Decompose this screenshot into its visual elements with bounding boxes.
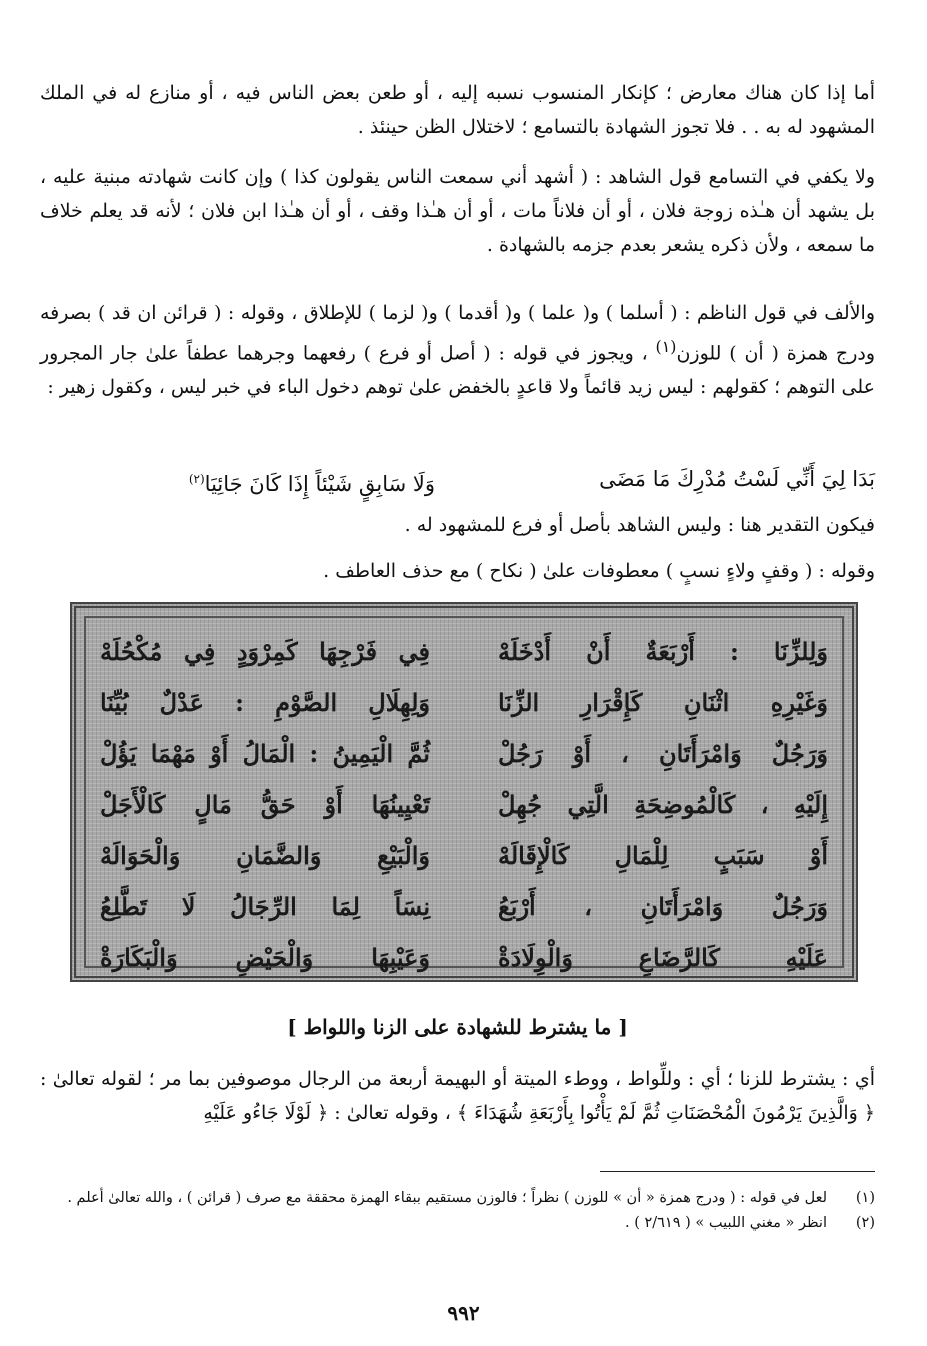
- poem-row: [100, 885, 828, 929]
- poem-hemistich-right: عَلَيْهِ كَالرَّضَاعِ وَالْوِلَادَةْ: [498, 943, 828, 972]
- paragraph-alif-explanation: [40, 296, 875, 404]
- poem-row: [100, 783, 828, 827]
- poem-box: [70, 602, 858, 982]
- poem-hemistich-left: نِسَاً لِمَا الرِّجَالُ لَا تَطَّلِعُ: [100, 892, 430, 921]
- paragraph-conclusion: فيكون التقدير هنا : وليس الشاهد بأصل أو فرع للمشهود له .: [404, 514, 875, 536]
- verse-text: وَلَا سَابِقٍ شَيْئاً إِذَا كَانَ جَائِيَا: [204, 472, 435, 496]
- poem-hemistich-right: وَلِلزِّنَا : أَرْبَعَةٌ أَنْ أَدْخَلَهْ: [498, 637, 828, 666]
- paragraph-text: ، ويجوز في قوله : ( أصل أو فرع ) رفعهما وجرهما عطفاً علىٰ جار المجرور على التوهم ؛ كقولهم : ليس زيد قائماً ولا قاعدٍ بالخفض علىٰ توهم دخول الباء في خبر ليس ، وكقول زهير :: [40, 342, 875, 399]
- paragraph-hearsay: ولا يكفي في التسامع قول الشاهد : ( أشهد أني سمعت الناس يقولون كذا ) وإن كانت شهادته مبنية عليه ، بل يشهد أن هـٰذه زوجة فلان ، أو أن فلاناً مات ، أو أن هـٰذا وقف ، أو أن هـٰذا ابن فلان ؛ لأنه قد يعلم خلاف ما سمعه ، ولأن ذكره يشعر بعدم جزمه بالشهادة .: [40, 166, 875, 256]
- section-heading: [ ما يشترط للشهادة على الزنا واللواط ]: [287, 1015, 628, 1039]
- footnotes: [40, 1186, 875, 1236]
- poem-hemistich-left: ثُمَّ الْيَمِينُ : الْمَالُ أَوْ مَهْمَا يَؤُلْ: [100, 739, 430, 768]
- poem-hemistich-left: تَعْيِينُهَا أَوْ حَقُّ مَالٍ كَالْأَجَلْ: [100, 790, 430, 819]
- footnote-marker-2: (٢): [188, 472, 205, 486]
- poem-hemistich-right: أَوْ سَبَبٍ لِلْمَالِ كَالْإِقَالَهْ: [498, 841, 828, 870]
- paragraph-text: والألف في قول الناظم : ( أسلما ) و( علما ) و( أقدما ) و( لزما ) للإطلاق ، وقوله : ( قرائن ان قد ) بصرفه ودرج همزة ( أن ) للوزن: [40, 302, 876, 365]
- poem-hemistich-right: وَغَيْرِهِ اثْنَانِ كَإِقْرَارِ الزِّنَا: [498, 688, 828, 717]
- poem-row: [100, 834, 828, 878]
- footnote-number: (٢): [855, 1215, 875, 1231]
- poem-row: [100, 681, 828, 725]
- footnote-number: (١): [855, 1190, 875, 1206]
- page-number: ٩٩٢: [447, 1301, 480, 1325]
- verse-hemistich-2: [189, 462, 435, 501]
- poem-hemistich-left: فِي فَرْجِهَا كَمِرْوَدٍ فِي مُكْحُلَهْ: [100, 637, 430, 666]
- footnote-text: لعل في قوله : ( ودرج همزة « أن » للوزن ) نظراً ؛ فالوزن مستقيم ببقاء الهمزة محققة مع صرف ( قرائن ) ، والله تعالىٰ أعلم .: [67, 1190, 827, 1206]
- quran-verse: ﴿ لَوْلَا جَاءُو عَلَيْهِ: [203, 1102, 329, 1124]
- poem-row: [100, 732, 828, 776]
- poem-hemistich-right: وَرَجُلٌ وَامْرَأَتَانِ ، أَرْبَعُ: [498, 892, 828, 921]
- footnote: [40, 1186, 875, 1211]
- quran-verse: ﴿ وَالَّذِينَ يَرْمُونَ الْمُحْصَنَاتِ ثُمَّ لَمْ يَأْتُوا بِأَرْبَعَةِ شُهَدَاءَ ﴾: [456, 1102, 875, 1124]
- poem-row: [100, 936, 828, 980]
- paragraph-coordination: وقوله : ( وقفٍ ولاءٍ نسبٍ ) معطوفات علىٰ ( نكاح ) مع حذف العاطف .: [323, 560, 875, 582]
- poem-row: [100, 630, 828, 674]
- paragraph-opposition: أما إذا كان هناك معارض ؛ كإنكار المنسوب نسبه إليه ، أو طعن بعض الناس فيه ، أو منازع له في الملك المشهود له به . . فلا تجوز الشهادة بالتسامع ؛ لاختلال الظن حينئذ .: [40, 82, 875, 138]
- paragraph-text: ، وقوله تعالىٰ :: [328, 1102, 457, 1124]
- poem-hemistich-left: وَالْبَيْعِ وَالضَّمَانِ وَالْحَوَالَهْ: [100, 841, 430, 870]
- poem-hemistich-right: وَرَجُلٌ وَامْرَأَتَانِ ، أَوْ رَجُلْ: [498, 739, 828, 768]
- verse-hemistich-1: بَدَا لِيَ أَنِّي لَسْتُ مُدْرِكَ مَا مَضَى: [599, 467, 875, 491]
- paragraph-zina-conditions: [40, 1062, 875, 1130]
- footnote-text: انظر « مغني اللبيب » ( ٢/٦١٩ ) .: [624, 1215, 827, 1231]
- poem-hemistich-right: إِلَيْهِ ، كَالْمُوضِحَةِ الَّتِي جُهِلْ: [498, 790, 828, 819]
- footnote: [40, 1211, 875, 1236]
- footnote-marker-1: (١): [655, 337, 677, 356]
- poem-hemistich-left: وَعَيْبِهَا وَالْحَيْضِ وَالْبَكَارَةْ: [100, 943, 430, 972]
- poem-hemistich-left: وَلِهِلَالِ الصَّوْمِ : عَدْلٌ بُيِّنَا: [100, 688, 430, 717]
- footnote-divider: [600, 1171, 875, 1172]
- paragraph-text: أي : يشترط للزنا ؛ أي : وللِّواط ، ووطء الميتة أو البهيمة أربعة من الرجال موصوفين بما مر ؛ لقوله تعالىٰ :: [40, 1068, 875, 1090]
